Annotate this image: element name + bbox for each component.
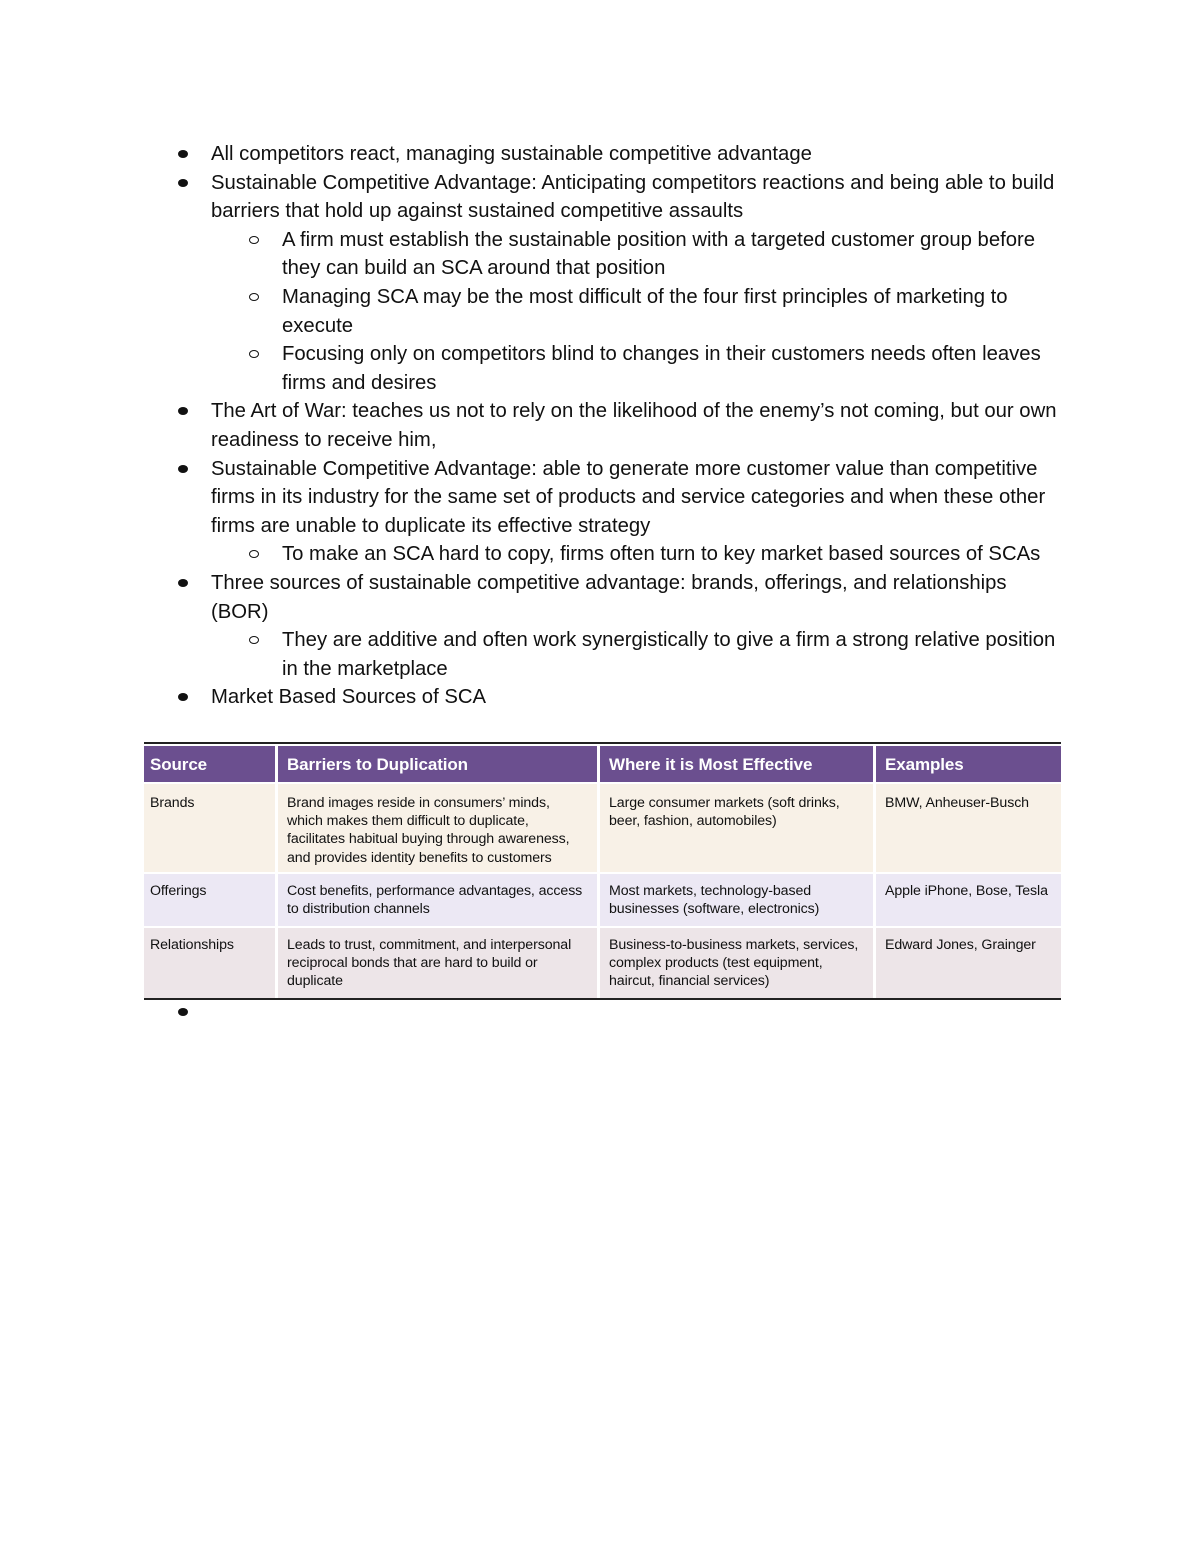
- table-cell-examples: BMW, Anheuser-Busch: [876, 784, 1061, 872]
- bullet-disc-icon: [178, 1008, 188, 1016]
- list-item-text: A firm must establish the sustainable position with a targeted customer group before they can build an SCA around that position: [282, 228, 1036, 280]
- list-item: [176, 169, 1066, 226]
- table-cell-effective: Business-to-business markets, services, complex products (test equipment, haircut, financial services): [600, 928, 876, 998]
- list-item-text: The Art of War: teaches us not to rely on the likelihood of the enemy’s not coming, but our own readiness to receive him,: [211, 400, 1057, 451]
- table-cell-source: Relationships: [144, 928, 278, 998]
- table-cell-effective: Most markets, technology-based businesses (software, electronics): [600, 874, 876, 926]
- sca-sources-table: [144, 742, 1061, 1000]
- list-item-text: Three sources of sustainable competitive advantage: brands, offerings, and relationships (BOR): [211, 571, 1007, 623]
- bullet-disc-icon: [178, 579, 188, 587]
- list-item: [176, 455, 1066, 541]
- bullet-disc-icon: [178, 465, 188, 473]
- sub-list-item: [176, 226, 1066, 283]
- bullet-circle-icon: [249, 293, 259, 301]
- column-header-barriers: Barriers to Duplication: [278, 746, 600, 782]
- empty-list-item: [176, 998, 241, 1028]
- list-item-text: All competitors react, managing sustainable competitive advantage: [211, 143, 812, 165]
- table-cell-effective: Large consumer markets (soft drinks, beer, fashion, automobiles): [600, 784, 876, 872]
- column-header-effective: Where it is Most Effective: [600, 746, 876, 782]
- list-item-text: Focusing only on competitors blind to changes in their customers needs often leaves firms and desires: [282, 343, 1041, 394]
- table-cell-source: Offerings: [144, 874, 278, 926]
- sub-list-item: [176, 540, 1066, 569]
- list-item-text: Sustainable Competitive Advantage: able to generate more customer value than competitive firms in its industry for the same set of products and service categories and when these other firms are unable to duplicate its effective strategy: [211, 457, 1046, 537]
- list-item: [176, 683, 1066, 712]
- bullet-circle-icon: [249, 550, 259, 558]
- bullet-circle-icon: [249, 350, 259, 358]
- table-header-row: [144, 746, 1061, 782]
- bullet-circle-icon: [249, 236, 259, 244]
- notes-list: [176, 140, 1066, 712]
- table-row: [144, 928, 1061, 998]
- bullet-circle-icon: [249, 636, 259, 644]
- column-header-source: Source: [144, 746, 278, 782]
- table-row: [144, 784, 1061, 872]
- list-item: [176, 569, 1066, 626]
- list-item: [176, 397, 1066, 454]
- table-cell-examples: Edward Jones, Grainger: [876, 928, 1061, 998]
- bullet-disc-icon: [178, 150, 188, 158]
- table-cell-barriers: Brand images reside in consumers’ minds, which makes them difficult to duplicate, facilitates habitual buying through awareness, and provides identity benefits to customers: [278, 784, 600, 872]
- list-item: [176, 140, 1066, 169]
- table-row: [144, 874, 1061, 926]
- list-item-text: Managing SCA may be the most difficult of the four first principles of marketing to execute: [282, 285, 1008, 337]
- bullet-disc-icon: [178, 179, 188, 187]
- list-item-text: To make an SCA hard to copy, firms often turn to key market based sources of SCAs: [282, 543, 1041, 566]
- table-cell-barriers: Cost benefits, performance advantages, access to distribution channels: [278, 874, 600, 926]
- sub-list-item: [176, 626, 1066, 683]
- table-cell-barriers: Leads to trust, commitment, and interpersonal reciprocal bonds that are hard to build or duplicate: [278, 928, 600, 998]
- list-item-text: Sustainable Competitive Advantage: Anticipating competitors reactions and being able to build barriers that hold up against sustained competitive assaults: [211, 171, 1055, 223]
- sub-list-item: [176, 340, 1066, 397]
- column-header-examples: Examples: [876, 746, 1061, 782]
- list-item-text: They are additive and often work synergistically to give a firm a strong relative position in the marketplace: [282, 629, 1056, 680]
- bullet-disc-icon: [178, 693, 188, 701]
- table-cell-examples: Apple iPhone, Bose, Tesla: [876, 874, 1061, 926]
- sub-list-item: [176, 283, 1066, 340]
- bullet-disc-icon: [178, 407, 188, 415]
- table-cell-source: Brands: [144, 784, 278, 872]
- list-item-text: Market Based Sources of SCA: [211, 686, 487, 709]
